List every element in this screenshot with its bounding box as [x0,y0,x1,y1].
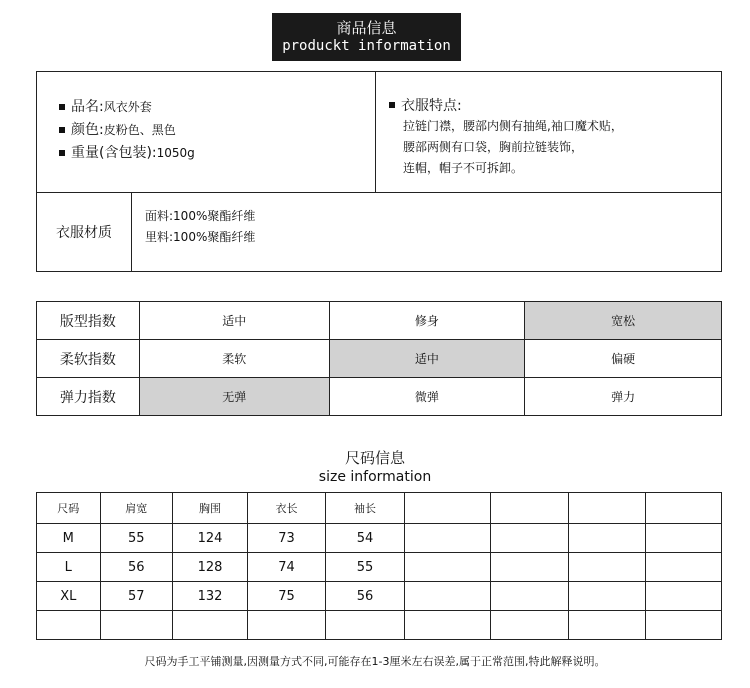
size-cell [405,582,491,611]
size-cell [646,524,722,553]
size-cell: L [37,553,101,582]
index-option: 修身 [329,302,525,340]
size-cell [491,524,568,553]
size-row [37,524,722,553]
index-option-selected: 无弹 [139,378,329,416]
info-item-color: 颜色:皮粉色、黑色 [59,119,195,142]
title-cn: 商品信息 [336,19,397,37]
size-cell: 74 [248,553,326,582]
index-option: 柔软 [139,340,329,378]
size-cell [568,611,645,640]
square-bullet-icon [389,102,395,108]
index-option-selected: 适中 [329,340,525,378]
size-cell [248,611,326,640]
feature-line: 拉链门襟，腰部内侧有抽绳,袖口魔术贴， [403,119,623,133]
size-header-cell: 胸围 [172,493,247,524]
size-cell [37,611,101,640]
square-bullet-icon [59,127,65,133]
size-header-cell: 肩宽 [100,493,172,524]
basic-info-panel [37,72,376,193]
size-cell: XL [37,582,101,611]
size-cell: 73 [248,524,326,553]
material-label: 衣服材质 [37,193,132,271]
size-header-cell [491,493,568,524]
size-cell: 128 [172,553,247,582]
size-header-cell [568,493,645,524]
size-header-cell [405,493,491,524]
size-cell [491,582,568,611]
section-title-product-info [272,13,461,61]
size-cell: 75 [248,582,326,611]
measurement-footnote: 尺码为手工平铺测量,因测量方式不同,可能存在1-3厘米左右误差,属于正常范围,特此解释说明。 [144,655,606,668]
feature-line: 连帽，帽子不可拆卸。 [403,161,524,175]
section-title-size-info [0,449,750,487]
size-table [36,492,722,640]
size-cell: 124 [172,524,247,553]
size-cell [568,524,645,553]
index-row [37,340,722,378]
size-cell [568,582,645,611]
size-cell [100,611,172,640]
feature-line: 腰部两侧有口袋，胸前拉链装饰， [403,140,584,154]
size-cell [405,553,491,582]
features-heading: 衣服特点: [389,96,623,116]
size-cell: 55 [100,524,172,553]
size-header-cell: 衣长 [248,493,326,524]
info-item-name: 品名:风衣外套 [59,96,195,119]
size-cell: 56 [325,582,404,611]
material-lining: 里料:100%聚酯纤维 [145,230,256,244]
size-header-row [37,493,722,524]
index-row [37,378,722,416]
size-cell: 55 [325,553,404,582]
features-panel [389,96,623,179]
info-item-weight: 重量(含包装):1050g [59,142,195,165]
size-title-cn: 尺码信息 [344,449,405,467]
size-header-cell: 尺码 [37,493,101,524]
size-cell [646,611,722,640]
size-cell [405,611,491,640]
size-row [37,611,722,640]
size-cell [646,553,722,582]
size-cell: 54 [325,524,404,553]
basic-info-list [59,96,195,165]
index-option: 微弹 [329,378,525,416]
size-header-cell: 袖长 [325,493,404,524]
square-bullet-icon [59,150,65,156]
size-cell [325,611,404,640]
index-option: 适中 [139,302,329,340]
info-top-row [37,72,721,193]
size-cell: M [37,524,101,553]
size-cell [172,611,247,640]
title-en: produckt information [282,38,451,54]
index-option: 弹力 [525,378,722,416]
size-cell [646,582,722,611]
size-cell [405,524,491,553]
size-row [37,582,722,611]
material-list [145,206,255,248]
size-cell [491,553,568,582]
square-bullet-icon [59,104,65,110]
size-cell [491,611,568,640]
size-header-cell [646,493,722,524]
size-cell: 57 [100,582,172,611]
material-outer: 面料:100%聚酯纤维 [145,209,256,223]
index-row-label: 版型指数 [37,302,140,340]
size-cell [568,553,645,582]
size-cell: 56 [100,553,172,582]
fit-index-table [36,301,722,416]
size-cell: 132 [172,582,247,611]
size-row [37,553,722,582]
index-option-selected: 宽松 [525,302,722,340]
product-info-box [36,71,722,272]
size-title-en: size information [318,469,432,485]
index-row-label: 弹力指数 [37,378,140,416]
index-row-label: 柔软指数 [37,340,140,378]
index-row [37,302,722,340]
index-option: 偏硬 [525,340,722,378]
